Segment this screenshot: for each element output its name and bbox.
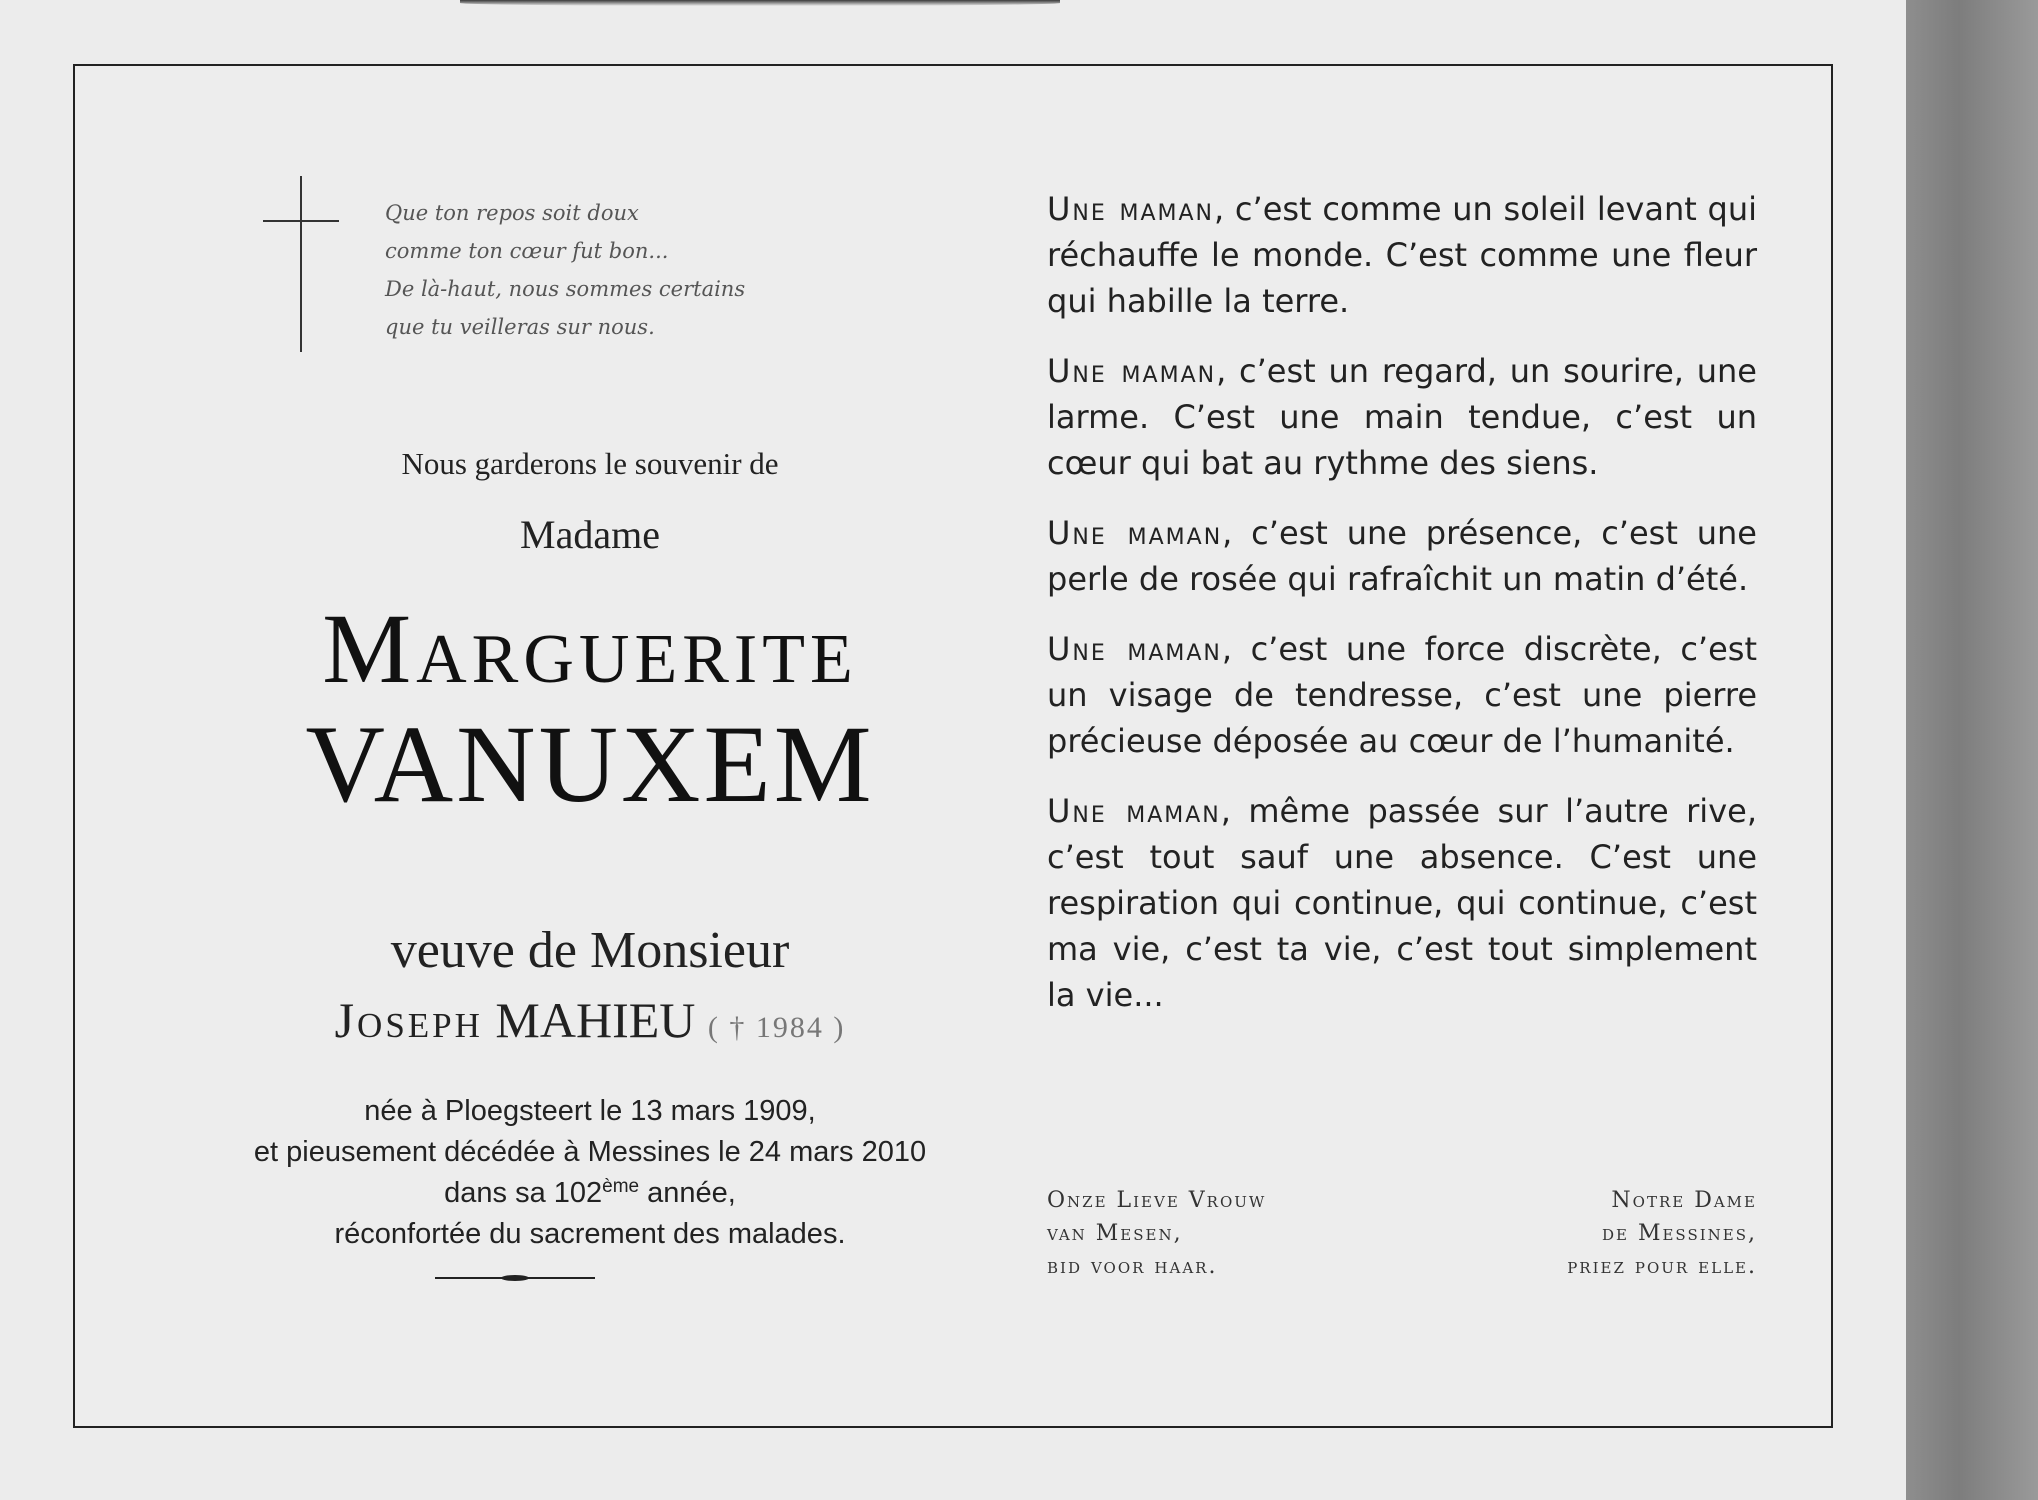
verse: Une maman, c’est une force discrète, c’est un visage de tendresse, c’est une pierre précieuse déposée au cœur de l’humanité.: [1047, 630, 1757, 760]
prayers: [1047, 1184, 1757, 1294]
verses-panel: [1047, 186, 1757, 1042]
honorific: Madame: [520, 512, 660, 557]
sacrament-line: réconfortée du sacrement des malades.: [334, 1218, 846, 1250]
prayer-dutch: Onze Lieve Vrouw van Mesen, bid voor haar.: [1047, 1188, 1267, 1279]
age-suffix: ème: [602, 1176, 640, 1197]
age-line: [155, 1173, 1025, 1214]
verse: Une maman, même passée sur l’autre rive, c’est tout sauf une absence. C’est une respiration qui continue, qui continue, c’est ma vie, c’est ta vie, c’est tout simplement la vie...: [1047, 792, 1757, 1014]
left-panel: [75, 66, 1025, 1426]
cross-icon: [300, 176, 302, 352]
memorial-card: [73, 64, 1833, 1428]
age-text: dans sa 102: [444, 1177, 603, 1209]
scan-edge: [460, 0, 1060, 6]
husband-name: [155, 991, 1025, 1049]
ornament-divider: [435, 1276, 595, 1280]
last-name: VANUXEM: [305, 703, 875, 825]
scan-shadow: [1906, 0, 2038, 1500]
widow-line: veuve de Monsieur: [390, 922, 790, 979]
husband-death-year: ( † 1984 ): [707, 1011, 846, 1044]
first-name: Marguerite: [322, 593, 858, 704]
husband-first-name: Joseph: [334, 992, 483, 1048]
birth-line: née à Ploegsteert le 13 mars 1909,: [364, 1095, 816, 1127]
husband-last-name: MAHIEU: [495, 992, 696, 1048]
prayer-french: Notre Dame de Messines, priez pour elle.: [1567, 1188, 1757, 1279]
intro-text: Nous garderons le souvenir de: [401, 446, 779, 481]
poem: [385, 194, 805, 346]
death-line: et pieusement décédée à Messines le 24 mars 2010: [253, 1136, 927, 1168]
poem-line: De là-haut, nous sommes certains: [385, 277, 746, 301]
verse: Une maman, c’est une présence, c’est une perle de rosée qui rafraîchit un matin d’été.: [1047, 514, 1757, 598]
life-details: [155, 1091, 1025, 1255]
age-text-end: année,: [639, 1177, 736, 1209]
verse: Une maman, c’est un regard, un sourire, une larme. C’est une main tendue, c’est un cœur qui bat au rythme des siens.: [1047, 352, 1757, 482]
poem-line: Que ton repos soit doux: [385, 201, 639, 225]
poem-line: comme ton cœur fut bon...: [385, 239, 669, 263]
poem-line: que tu veilleras sur nous.: [385, 315, 655, 339]
cross-icon-bar: [263, 220, 339, 222]
verse: Une maman, c’est comme un soleil levant qui réchauffe le monde. C’est comme une fleur qui habille la terre.: [1047, 190, 1757, 320]
